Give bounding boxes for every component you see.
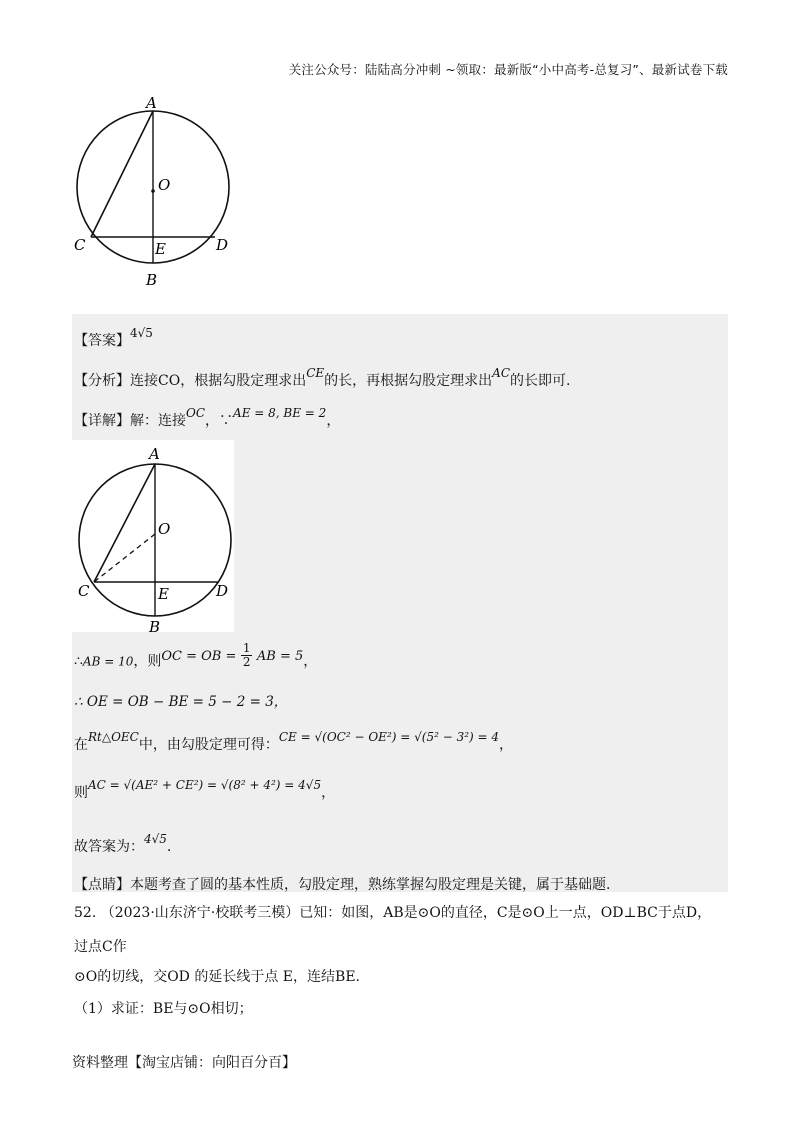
problem-52-line-3: ⊙O的切线，交OD 的延长线于点 E，连结BE. (74, 969, 360, 985)
step-3-eq: CE = √(OC² − OE²) = √(5² − 3²) = 4 (278, 730, 500, 744)
detail-text-2: ，∵ (205, 413, 234, 429)
step-1-ab: AB = 10 (82, 654, 134, 669)
detail-oc: OC (186, 406, 206, 420)
step-4-pre: 则 (74, 785, 88, 801)
problem-52-line-4: （1）求证：BE与⊙O相切； (74, 1001, 253, 1017)
center-dot (151, 189, 155, 193)
label-a: A (149, 445, 160, 463)
step-1-then: ，则 (133, 653, 162, 670)
step-5 (74, 832, 172, 856)
detail-text-1: 解：连接 (130, 413, 186, 429)
detail-line (74, 406, 341, 430)
step-5-value: 4√5 (144, 832, 167, 846)
chord-ac (94, 464, 155, 582)
detail-given: AE = 8, BE = 2 (233, 406, 327, 420)
detail-text-3: ， (326, 413, 341, 429)
step-1-end: ， (303, 653, 318, 670)
step-4-eq: AC = √(AE² + CE²) = √(8² + 4²) = 4√5 (88, 778, 322, 792)
problem-52-line-2: 过点C作 (74, 939, 127, 955)
comment-label: 【点睛】 (74, 877, 130, 893)
label-a: A (146, 94, 157, 112)
step-2: ∴ OE = OB − BE = 5 − 2 = 3， (74, 694, 288, 710)
step-3 (74, 730, 514, 754)
analysis-label: 【分析】 (74, 373, 130, 389)
page-header: 关注公众号：陆陆高分冲刺 ~领取：最新版“小中高考-总复习”、最新试卷下载 (288, 62, 728, 77)
label-o: O (158, 176, 171, 194)
answer-value: 4√5 (130, 326, 153, 340)
step-1-tail: AB = 5 (256, 648, 304, 664)
label-c: C (78, 582, 90, 600)
figure-circle-1 (70, 92, 240, 292)
comment-text: 本题考查了圆的基本性质，勾股定理，熟练掌握勾股定理是关键，属于基础题. (130, 877, 611, 893)
label-e: E (155, 240, 166, 258)
label-c: C (74, 236, 86, 254)
analysis-ac: AC (492, 366, 511, 380)
step-3-mid: 中，由勾股定理可得： (138, 737, 279, 753)
step-1 (74, 641, 318, 675)
label-o: O (158, 520, 171, 538)
analysis-text-2: 的长，再根据勾股定理求出 (324, 373, 493, 389)
page-footer: 资料整理【淘宝店铺：向阳百分百】 (72, 1055, 296, 1071)
fraction-denominator: 2 (242, 655, 251, 669)
label-e: E (158, 585, 169, 603)
step-3-triangle: Rt△OEC (88, 730, 139, 744)
label-d: D (216, 236, 229, 254)
step-1-therefore: ∴ (74, 653, 83, 670)
chord-ac (91, 111, 153, 237)
step-1-eq: OC = OB = (161, 648, 237, 664)
analysis-ce: CE (306, 366, 325, 380)
detail-label: 【详解】 (74, 413, 130, 429)
step-4 (74, 778, 336, 802)
analysis-line (74, 366, 571, 390)
step-3-end: ， (499, 737, 514, 753)
segment-oc-dashed (94, 534, 155, 582)
step-4-end: ， (321, 785, 336, 801)
step-5-end: . (166, 839, 172, 855)
answer-label: 【答案】 (74, 333, 130, 349)
step-1-fraction (241, 642, 253, 669)
analysis-text-1: 连接CO，根据勾股定理求出 (130, 373, 307, 389)
answer-line (74, 326, 153, 350)
label-d: D (216, 582, 229, 600)
comment-line (74, 874, 610, 894)
label-b: B (146, 271, 158, 289)
label-b: B (149, 618, 161, 636)
fraction-numerator: 1 (242, 641, 251, 655)
step-5-pre: 故答案为： (74, 839, 144, 855)
problem-52-line-1: 52. （2023·山东济宁·校联考三模）已知：如图，AB是⊙O的直径，C是⊙O上一点，OD⊥BC于点D， (74, 905, 712, 921)
analysis-text-3: 的长即可. (510, 373, 571, 389)
step-3-pre: 在 (74, 737, 88, 753)
figure-circle-2 (74, 442, 244, 642)
